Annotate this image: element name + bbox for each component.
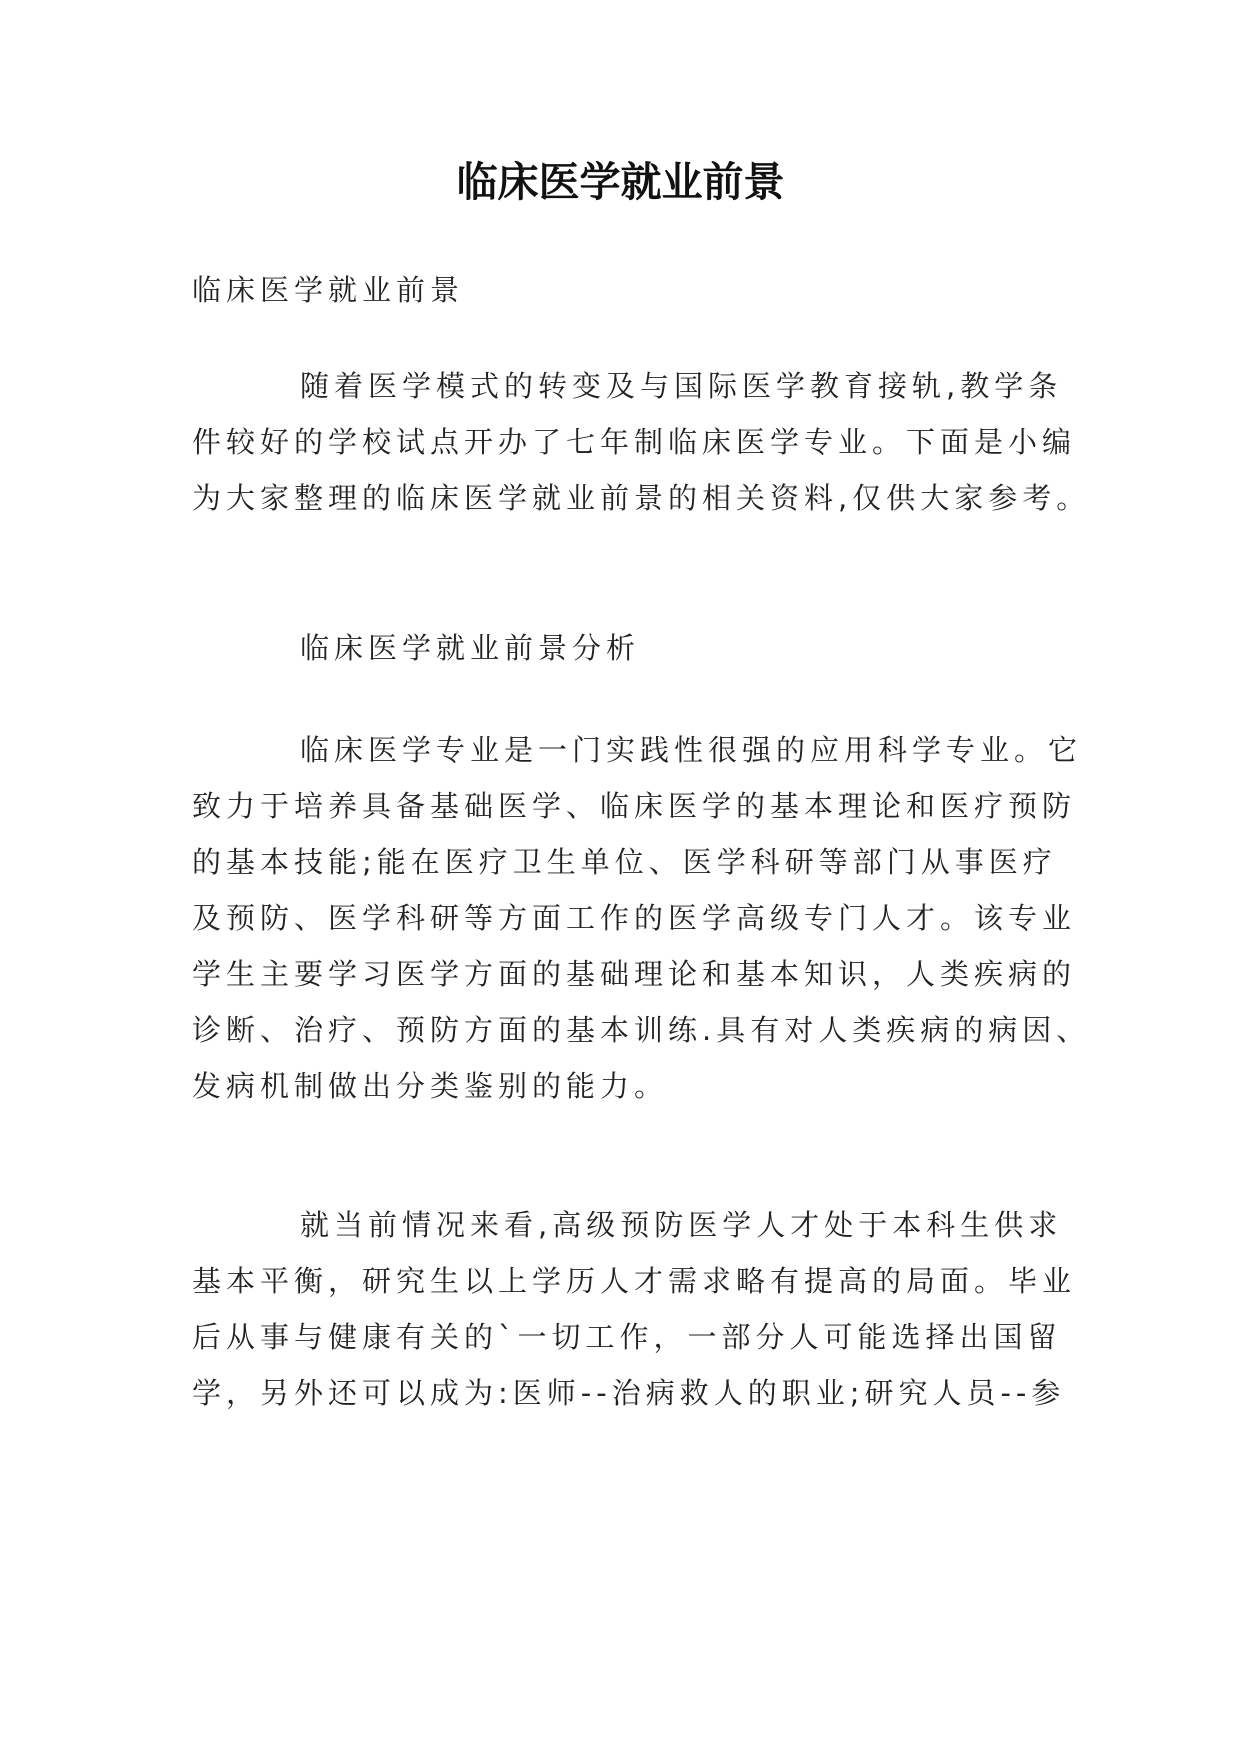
paragraph-line: 的基本技能;能在医疗卫生单位、医学科研等部门从事医疗 [192, 845, 1057, 879]
paragraph-line: 基本平衡，研究生以上学历人才需求略有提高的局面。毕业 [192, 1264, 1077, 1298]
paragraph-line: 发病机制做出分类鉴别的能力。 [192, 1069, 669, 1103]
paragraph-line: 后从事与健康有关的`一切工作，一部分人可能选择出国留 [192, 1320, 1062, 1354]
paragraph-2 [192, 1197, 1077, 1421]
intro-paragraph [192, 358, 1091, 526]
paragraph-line: 及预防、医学科研等方面工作的医学高级专门人才。该专业 [192, 901, 1077, 935]
intro-line: 为大家整理的临床医学就业前景的相关资料,仅供大家参考。 [192, 481, 1091, 515]
document-title: 临床医学就业前景 [456, 158, 785, 206]
subtitle-text: 临床医学就业前景 [192, 273, 465, 307]
paragraph-line: 诊断、治疗、预防方面的基本训练.具有对人类疾病的病因、 [192, 1013, 1091, 1047]
paragraph-1 [192, 722, 1091, 1114]
paragraph-line: 就当前情况来看,高级预防医学人才处于本科生供求 [300, 1208, 1063, 1242]
paragraph-line: 致力于培养具备基础医学、临床医学的基本理论和医疗预防 [192, 789, 1077, 823]
subtitle [192, 262, 1062, 318]
section-heading [192, 620, 1062, 676]
intro-line: 随着医学模式的转变及与国际医学教育接轨,教学条 [300, 369, 1063, 403]
section-heading-text: 临床医学就业前景分析 [300, 631, 641, 665]
paragraph-line: 临床医学专业是一门实践性很强的应用科学专业。它 [300, 733, 1083, 767]
paragraph-line: 学生主要学习医学方面的基础理论和基本知识，人类疾病的 [192, 957, 1077, 991]
paragraph-line: 学，另外还可以成为:医师--治病救人的职业;研究人员--参 [192, 1376, 1066, 1410]
intro-line: 件较好的学校试点开办了七年制临床医学专业。下面是小编 [192, 425, 1077, 459]
